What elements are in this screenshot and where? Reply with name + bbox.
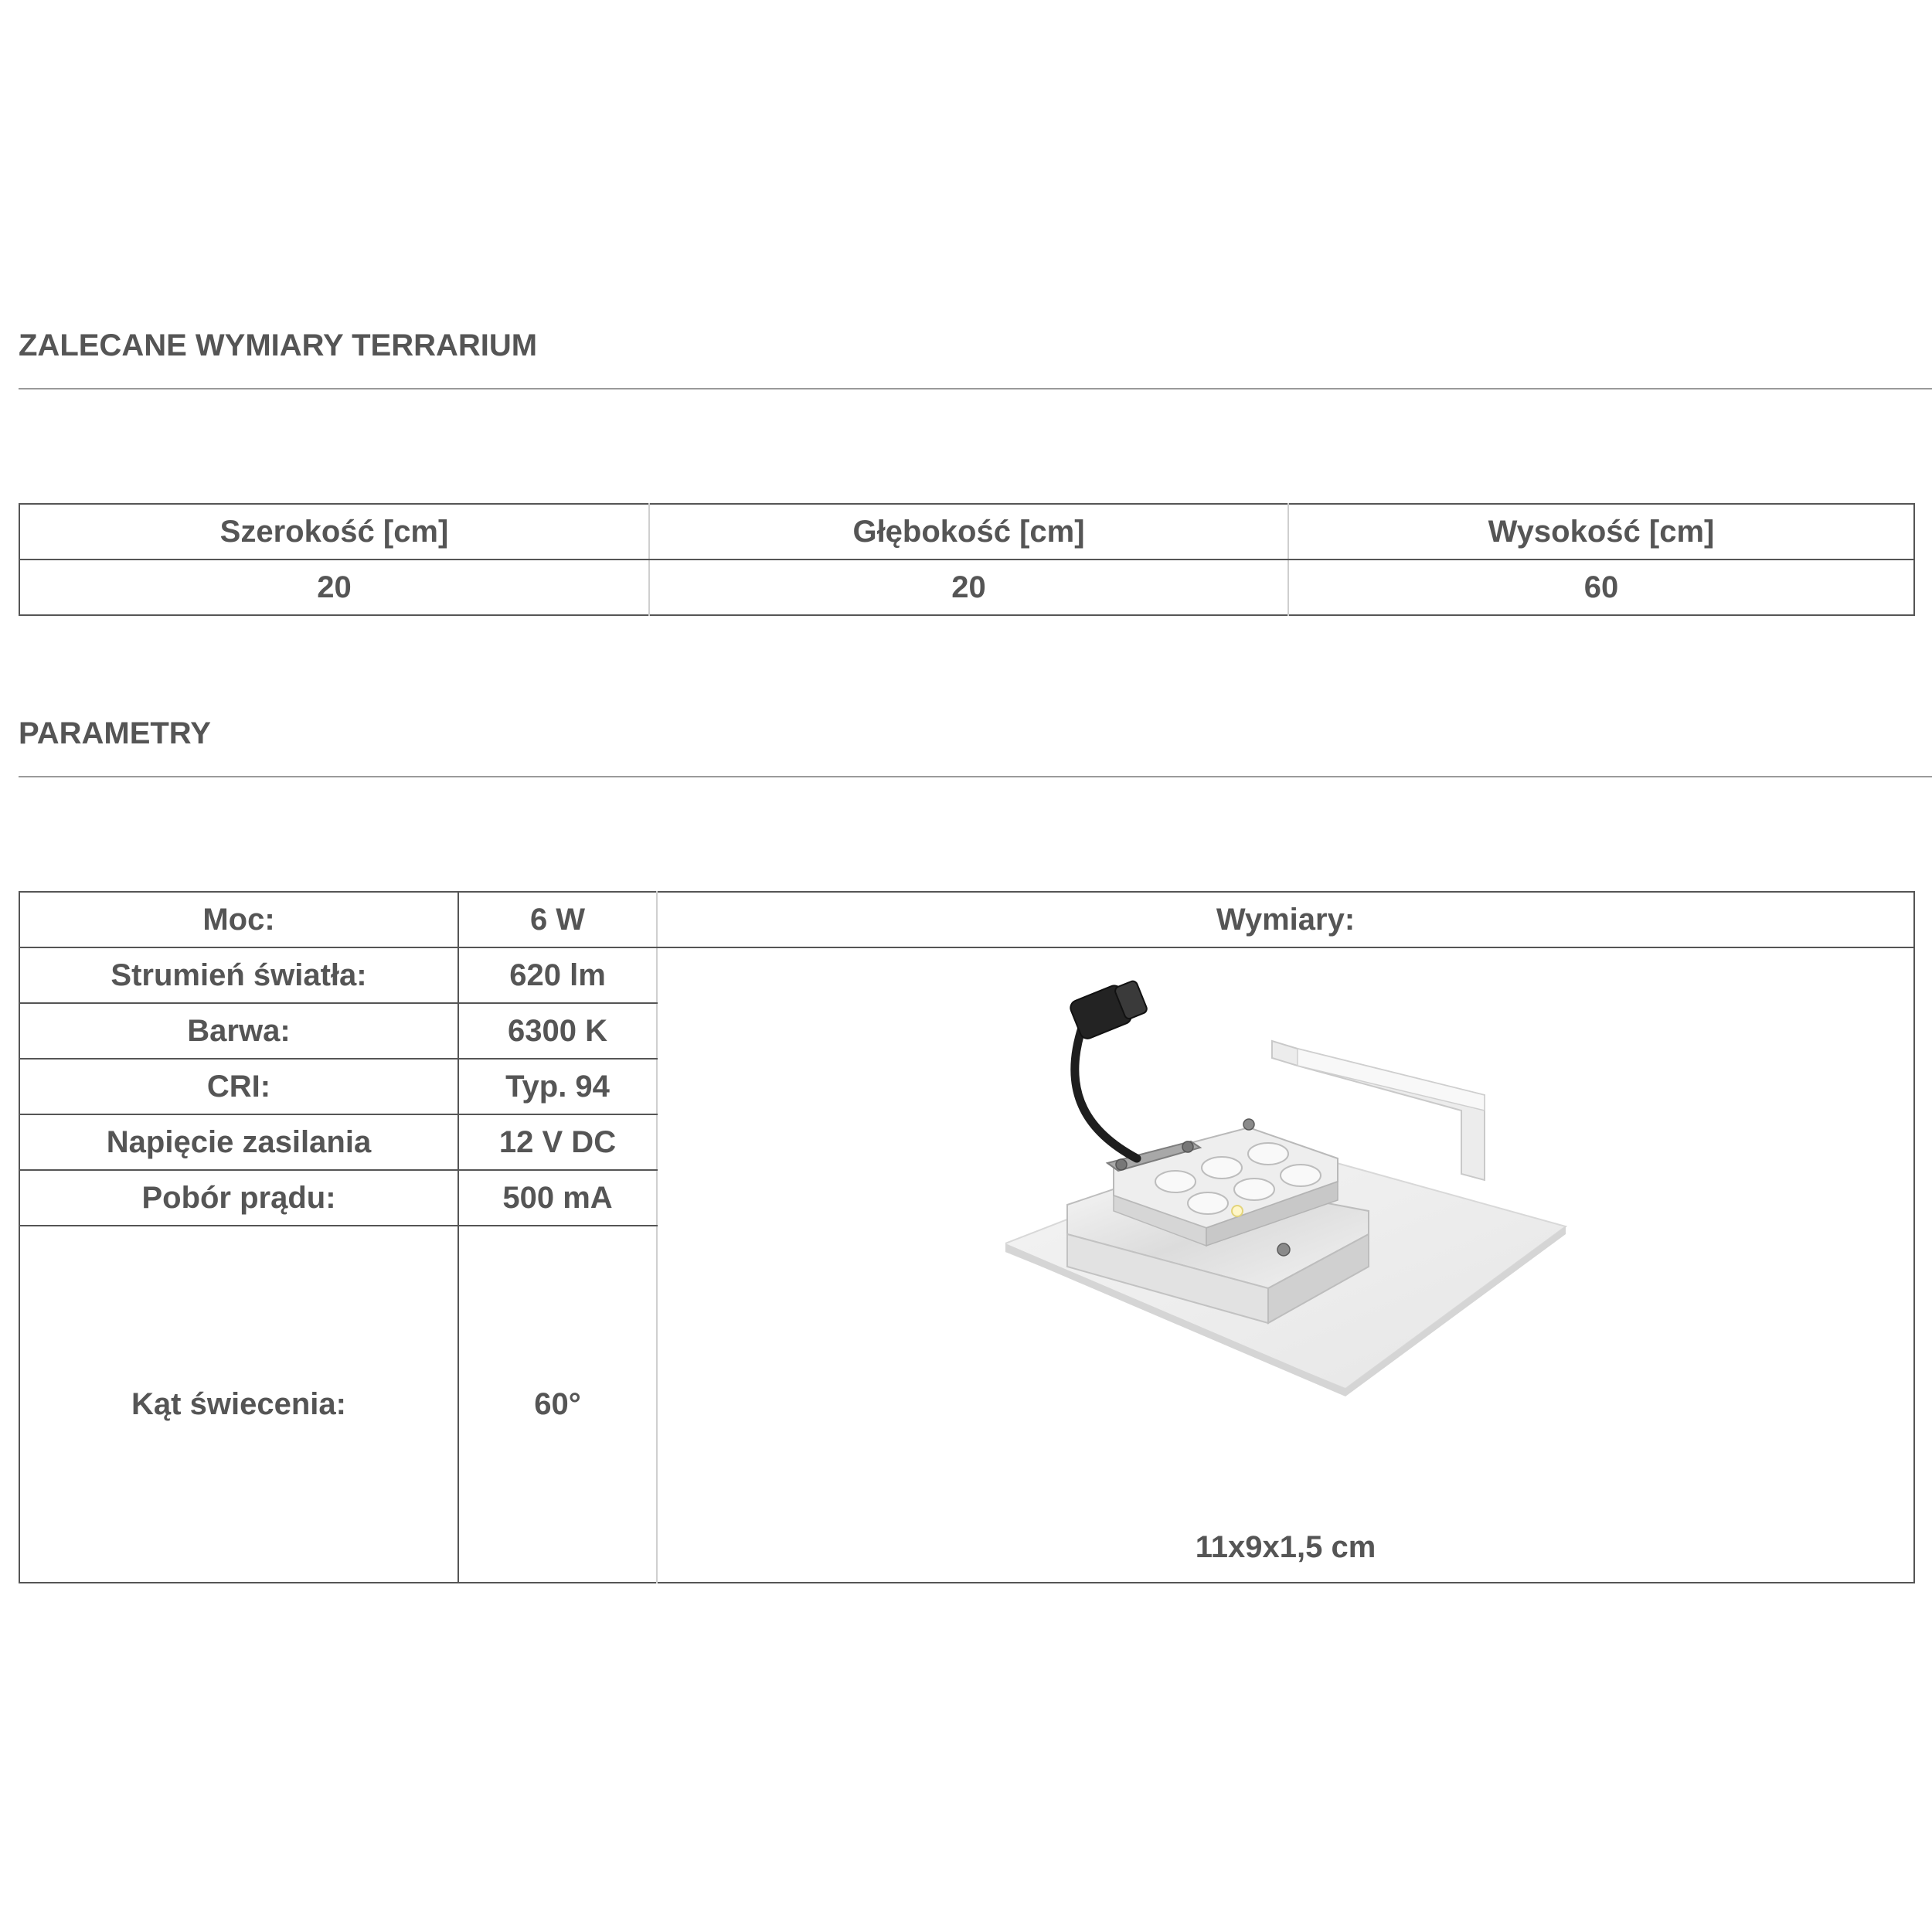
param-value: 620 lm — [458, 947, 657, 1003]
table-row — [19, 947, 1914, 1003]
param-value: 6 W — [458, 892, 657, 947]
param-label: Napięcie zasilania — [19, 1114, 458, 1170]
value-height: 60 — [1288, 560, 1914, 615]
section-title-parameters: PARAMETRY — [19, 716, 211, 750]
dimensions-header: Wymiary: — [657, 892, 1914, 947]
param-value: 6300 K — [458, 1003, 657, 1059]
param-value: 500 mA — [458, 1170, 657, 1226]
param-label: Barwa: — [19, 1003, 458, 1059]
table-row — [19, 892, 1914, 947]
dimensions-table — [19, 503, 1915, 616]
value-depth: 20 — [649, 560, 1288, 615]
product-image — [1005, 979, 1577, 1412]
header-depth: Głębokość [cm] — [649, 504, 1288, 560]
param-value: Typ. 94 — [458, 1059, 657, 1114]
parameters-table — [19, 891, 1915, 1583]
table-header-row — [19, 504, 1914, 560]
led-module-illustration — [1005, 979, 1577, 1412]
param-value: 60° — [458, 1226, 657, 1583]
param-value: 12 V DC — [458, 1114, 657, 1170]
header-height: Wysokość [cm] — [1288, 504, 1914, 560]
product-image-cell — [657, 947, 1914, 1583]
section-title-dimensions: ZALECANE WYMIARY TERRARIUM — [19, 328, 538, 362]
param-label: CRI: — [19, 1059, 458, 1114]
table-row — [19, 560, 1914, 615]
param-label: Strumień światła: — [19, 947, 458, 1003]
section-divider — [19, 776, 1932, 777]
dimensions-caption: 11x9x1,5 cm — [1195, 1530, 1376, 1564]
section-divider — [19, 388, 1932, 389]
header-width: Szerokość [cm] — [19, 504, 649, 560]
param-label: Kąt świecenia: — [19, 1226, 458, 1583]
param-label: Pobór prądu: — [19, 1170, 458, 1226]
param-label: Moc: — [19, 892, 458, 947]
value-width: 20 — [317, 570, 352, 604]
